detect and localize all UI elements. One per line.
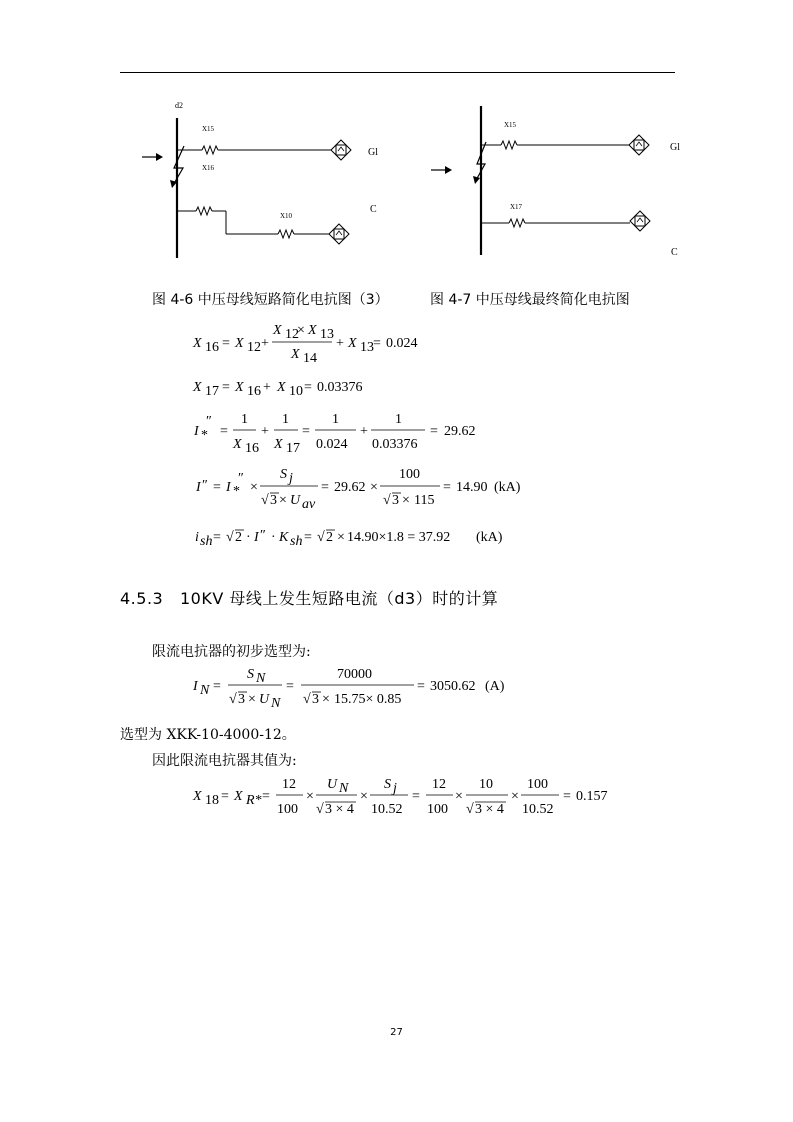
svg-text:U: U bbox=[327, 777, 338, 792]
x18-result: 0.157 bbox=[576, 789, 608, 804]
value-intro-text: 因此限流电抗器其值为: bbox=[152, 753, 297, 769]
svg-text:×: × bbox=[370, 480, 378, 495]
svg-text:√: √ bbox=[383, 493, 391, 508]
svg-text:U: U bbox=[259, 692, 270, 707]
svg-text:√: √ bbox=[466, 802, 474, 817]
svg-text:2: 2 bbox=[326, 530, 333, 545]
caption-fig-4-7: 图 4-7 中压母线最终简化电抗图 bbox=[430, 292, 630, 308]
svg-text:·: · bbox=[271, 530, 276, 545]
svg-text:+: + bbox=[336, 336, 344, 351]
svg-text:X: X bbox=[233, 437, 242, 452]
svg-text:×: × bbox=[297, 323, 305, 338]
svg-text:×: × bbox=[306, 789, 314, 804]
svg-text:″: ″ bbox=[206, 414, 212, 429]
x18-f1-num: 12 bbox=[282, 777, 296, 792]
x18-f2-den: 3 × 4 bbox=[325, 802, 354, 817]
section-number: 4.5.3 bbox=[120, 589, 164, 608]
svg-text:×: × bbox=[250, 480, 258, 495]
fig46-node-label: d2 bbox=[175, 101, 183, 110]
figure-4-6 bbox=[130, 96, 390, 266]
equation-i-double-prime bbox=[0, 460, 793, 512]
svg-text:i: i bbox=[195, 530, 199, 545]
equation-ish bbox=[0, 520, 793, 550]
svg-text:3: 3 bbox=[270, 493, 277, 508]
svg-text:X: X bbox=[235, 336, 244, 351]
fig47-x17-label: X17 bbox=[510, 203, 523, 211]
svg-text:10: 10 bbox=[289, 384, 303, 399]
svg-text:·: · bbox=[246, 530, 251, 545]
svg-text:=: = bbox=[563, 789, 571, 804]
svg-text:3: 3 bbox=[392, 493, 399, 508]
svg-text:×: × bbox=[511, 789, 519, 804]
svg-text:13: 13 bbox=[320, 327, 334, 342]
x18-f1-den: 100 bbox=[277, 802, 298, 817]
svg-text:17: 17 bbox=[286, 441, 300, 455]
fig46-x15-label: X15 bbox=[202, 125, 215, 133]
i-result: 14.90 bbox=[456, 480, 488, 495]
svg-text:I: I bbox=[226, 480, 231, 495]
svg-text:X: X bbox=[193, 789, 202, 804]
svg-text:″: ″ bbox=[260, 528, 266, 543]
svg-text:X: X bbox=[273, 323, 282, 338]
svg-text:N: N bbox=[200, 683, 210, 698]
svg-text:=: = bbox=[302, 424, 310, 439]
svg-text:1: 1 bbox=[332, 412, 339, 427]
svg-text:″: ″ bbox=[202, 478, 208, 493]
svg-text:√: √ bbox=[317, 530, 325, 545]
svg-text:I: I bbox=[196, 480, 201, 495]
svg-text:12: 12 bbox=[285, 327, 299, 342]
generator-c-symbol bbox=[329, 224, 349, 244]
i-den: 115 bbox=[414, 493, 435, 508]
svg-text:17: 17 bbox=[205, 384, 219, 399]
i-num: 100 bbox=[399, 467, 420, 482]
x18-f3-den: 10.52 bbox=[371, 802, 403, 817]
x18-g2-den: 3 × 4 bbox=[475, 802, 504, 817]
x17-result: 0.03376 bbox=[317, 380, 363, 395]
svg-text:+: + bbox=[261, 336, 269, 351]
svg-text:×: × bbox=[279, 493, 287, 508]
ish-expr: 14.90×1.8 = 37.92 bbox=[347, 530, 451, 545]
svg-text:12: 12 bbox=[247, 340, 261, 355]
svg-text:=: = bbox=[221, 789, 229, 804]
header-rule bbox=[120, 72, 675, 73]
caption-fig-4-6: 图 4-6 中压母线短路简化电抗图（3） bbox=[152, 292, 389, 308]
svg-text:S: S bbox=[280, 467, 287, 482]
x18-g3-num: 100 bbox=[527, 777, 548, 792]
svg-text:av: av bbox=[302, 497, 316, 512]
fig47-c-label: C bbox=[671, 247, 678, 258]
svg-text:=: = bbox=[443, 480, 451, 495]
svg-text:√: √ bbox=[303, 692, 311, 707]
svg-text:√: √ bbox=[316, 802, 324, 817]
svg-text:*: * bbox=[233, 484, 240, 499]
svg-text:×: × bbox=[360, 789, 368, 804]
svg-text:=: = bbox=[213, 530, 221, 545]
svg-text:X: X bbox=[291, 347, 300, 362]
svg-text:16: 16 bbox=[245, 441, 259, 455]
svg-text:=: = bbox=[222, 336, 230, 351]
equation-x17 bbox=[0, 370, 793, 400]
in-den: 15.75× 0.85 bbox=[334, 692, 402, 707]
svg-text:=: = bbox=[222, 380, 230, 395]
svg-text:16: 16 bbox=[205, 340, 219, 355]
in-unit: (A) bbox=[485, 679, 505, 694]
svg-text:I: I bbox=[193, 679, 198, 694]
svg-text:=: = bbox=[213, 480, 221, 495]
svg-text:=: = bbox=[220, 424, 228, 439]
svg-text:1: 1 bbox=[395, 412, 402, 427]
svg-text:+: + bbox=[261, 424, 269, 439]
svg-text:R*: R* bbox=[246, 793, 262, 808]
svg-text:=: = bbox=[262, 789, 270, 804]
i-factor: 29.62 bbox=[334, 480, 366, 495]
intro-text: 限流电抗器的初步选型为: bbox=[152, 644, 311, 660]
generator-g1-symbol bbox=[629, 135, 649, 155]
equation-x16 bbox=[0, 318, 793, 368]
svg-text:×: × bbox=[248, 692, 256, 707]
svg-text:16: 16 bbox=[247, 384, 261, 399]
istar-den2: 0.03376 bbox=[372, 437, 418, 452]
svg-text:K: K bbox=[279, 530, 289, 545]
x18-g1-num: 12 bbox=[432, 777, 446, 792]
x18-g1-den: 100 bbox=[427, 802, 448, 817]
generator-g1-symbol bbox=[331, 140, 351, 160]
svg-text:×: × bbox=[322, 692, 330, 707]
svg-text:S: S bbox=[384, 777, 391, 792]
fig46-g1-label: Gl bbox=[368, 147, 378, 158]
x18-g3-den: 10.52 bbox=[522, 802, 554, 817]
svg-text:=: = bbox=[430, 424, 438, 439]
svg-text:×: × bbox=[402, 493, 410, 508]
svg-text:sh: sh bbox=[200, 534, 213, 549]
istar-den1: 0.024 bbox=[316, 437, 348, 452]
svg-text:=: = bbox=[412, 789, 420, 804]
fig47-g1-label: Gl bbox=[670, 142, 680, 153]
svg-text:=: = bbox=[321, 480, 329, 495]
svg-text:+: + bbox=[263, 380, 271, 395]
svg-text:j: j bbox=[289, 471, 293, 486]
svg-text:=: = bbox=[213, 679, 221, 694]
svg-text:18: 18 bbox=[205, 793, 219, 808]
section-heading bbox=[120, 586, 498, 609]
svg-text:X: X bbox=[234, 789, 243, 804]
svg-text:=: = bbox=[304, 380, 312, 395]
svg-text:X: X bbox=[193, 336, 202, 351]
svg-text:sh: sh bbox=[290, 534, 303, 549]
selection-text: 选型为 XKK-10-4000-12。 bbox=[120, 727, 296, 743]
section-title: 10KV 母线上发生短路电流（d3）时的计算 bbox=[179, 589, 499, 608]
ish-unit: (kA) bbox=[476, 530, 503, 545]
page-number: 27 bbox=[390, 1027, 403, 1038]
svg-text:U: U bbox=[290, 493, 301, 508]
svg-text:X: X bbox=[277, 380, 286, 395]
svg-text:3: 3 bbox=[238, 692, 245, 707]
x16-result: 0.024 bbox=[386, 336, 418, 351]
svg-text:X: X bbox=[193, 380, 202, 395]
svg-text:×: × bbox=[337, 530, 345, 545]
svg-text:√: √ bbox=[261, 493, 269, 508]
svg-text:X: X bbox=[348, 336, 357, 351]
svg-text:N: N bbox=[256, 671, 266, 686]
equation-istar bbox=[0, 405, 793, 455]
svg-text:×: × bbox=[455, 789, 463, 804]
svg-text:I: I bbox=[254, 530, 259, 545]
equation-in bbox=[0, 662, 793, 710]
svg-text:j: j bbox=[393, 781, 397, 796]
fig47-x15-label: X15 bbox=[504, 121, 517, 129]
svg-text:N: N bbox=[339, 781, 349, 796]
istar-result: 29.62 bbox=[444, 424, 476, 439]
fig46-c-label: C bbox=[370, 204, 377, 215]
svg-text:=: = bbox=[304, 530, 312, 545]
in-num: 70000 bbox=[337, 667, 372, 682]
svg-text:I: I bbox=[194, 424, 199, 439]
svg-text:″: ″ bbox=[238, 471, 244, 486]
svg-text:1: 1 bbox=[241, 412, 248, 427]
svg-text:13: 13 bbox=[360, 340, 374, 355]
svg-text:14: 14 bbox=[303, 351, 317, 366]
fig46-x16-label: X16 bbox=[202, 164, 215, 172]
svg-text:X: X bbox=[235, 380, 244, 395]
svg-text:*: * bbox=[201, 428, 208, 443]
svg-text:√: √ bbox=[226, 530, 234, 545]
svg-text:X: X bbox=[308, 323, 317, 338]
fig46-x10-label: X10 bbox=[280, 212, 293, 220]
svg-text:N: N bbox=[271, 696, 281, 710]
svg-text:3: 3 bbox=[312, 692, 319, 707]
svg-text:√: √ bbox=[229, 692, 237, 707]
svg-text:=: = bbox=[417, 679, 425, 694]
figure-4-7 bbox=[425, 100, 690, 265]
svg-text:=: = bbox=[373, 336, 381, 351]
generator-c-symbol bbox=[630, 211, 650, 231]
svg-text:1: 1 bbox=[282, 412, 289, 427]
x18-g2-num: 10 bbox=[479, 777, 493, 792]
equation-x18 bbox=[0, 772, 793, 822]
svg-text:X: X bbox=[274, 437, 283, 452]
svg-text:S: S bbox=[247, 667, 254, 682]
i-unit: (kA) bbox=[494, 480, 521, 495]
svg-text:=: = bbox=[286, 679, 294, 694]
svg-text:+: + bbox=[360, 424, 368, 439]
in-result: 3050.62 bbox=[430, 679, 476, 694]
svg-text:2: 2 bbox=[235, 530, 242, 545]
